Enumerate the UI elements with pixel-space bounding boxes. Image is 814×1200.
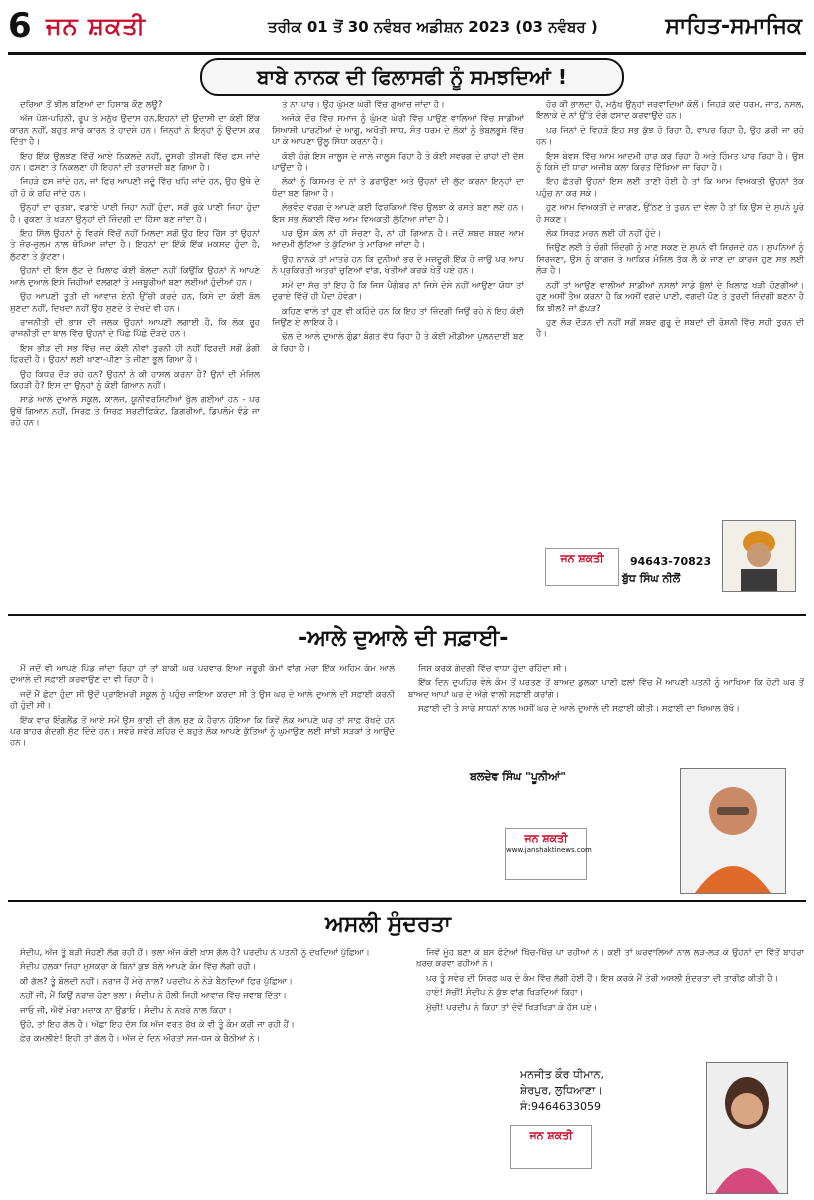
paragraph: ਹੁਣ ਲੋੜ ਦੌੜਨ ਦੀ ਨਹੀਂ ਸਗੋਂ ਸ਼ਬਦ ਗੁਰੂ ਦੇ ਸ਼ਬਦਾਂ ਦੀ ਰੋਸ਼ਨੀ ਵਿੱਚ ਸਹੀ ਤੁਰਨ ਦੀ ਹੈ।: [536, 317, 804, 340]
paragraph: ਹੁਣ ਆਮ ਵਿਅਕਤੀ ਦੇ ਜਾਗਣ, ਉੱਠਣ ਤੇ ਤੁਰਨ ਦਾ ਵੇਲਾ ਹੈ ਤਾਂ ਕਿ ਉਸ ਦੇ ਸੁਪਨੇ ਪੂਰੇ ਹੋ ਸਕਣ।: [536, 203, 804, 225]
article2-author: ਬਲਦੇਵ ਸਿੰਘ "ਪੂਨੀਆਂ": [470, 770, 566, 783]
paragraph: ਜਿਸ ਕਰਕੇ ਗੰਦਗੀ ਵਿੱਚ ਵਾਧਾ ਹੁੰਦਾ ਰਹਿੰਦਾ ਸੀ।: [418, 664, 568, 674]
article3-column-1: [10, 948, 406, 1193]
ad-brand-3: ਜਨ ਸ਼ਕਤੀ: [529, 1129, 573, 1142]
masthead: [8, 6, 806, 55]
paragraph: ਜਿਵੇਂ ਮੂੰਹ ਬਣਾ ਕੇ ਬਸ ਫੋਟੋਆਂ ਖਿੱਚ-ਖਿੱਚ ਪਾ ਰਹੀਆਂ ਨੇ। ਕਈ ਤਾਂ ਘਰਵਾਲਿਆਂ ਨਾਲ ਲੜ-ਲੜ ਕੇ ਉਹਨਾਂ ਦਾ ਵਿੱਤੋਂ ਬਾਹਰਾ ਖ਼ਰਚ ਕਰਵਾ ਰਹੀਆਂ ਨੇ।: [416, 948, 804, 970]
paragraph: ਇਹ ਸਿੱਲ ਉਹਨਾਂ ਨੂੰ ਵਿਰਸੇ ਵਿੱਚੋਂ ਨਹੀਂ ਮਿਲਦਾ ਸਗੋਂ ਉਹ ਇਹ ਰਿੱਸ ਤਾਂ ਉਹਨਾਂ ਤੇ ਜ਼ੋਰ-ਜ਼ੁਲਮ ਨਾਲ ਥੋਪਿਆ ਜਾਂਦਾ ਹੈ। ਇਹਨਾਂ ਦਾ ਇੱਕੋ ਇੱਕ ਮਕਸਦ ਹੁੰਦਾ ਹੈ, ਲੁੱਟਣਾ ਤੇ ਕੁੱਟਣਾ।: [10, 229, 260, 262]
author1-photo: [722, 520, 796, 592]
paragraph: ਸਫ਼ਾਈ ਦੀ ਤੇ ਸਾਰੇ ਸਾਧਨਾਂ ਨਾਲ ਅਸੀਂ ਘਰ ਦੇ ਆਲੇ ਦੁਆਲੇ ਦੀ ਸਫ਼ਾਈ ਕੀਤੀ। ਸਫ਼ਾਈ ਦਾ ਖਿਆਲ ਰੱਖੋ।: [418, 704, 740, 715]
paragraph: ਜਾਓ ਜੀ, ਐਵੇਂ ਮੇਰਾ ਮਜ਼ਾਕ ਨਾ ਉਡਾਓ। ਸੰਦੀਪ ਨੇ ਨਖ਼ਰੇ ਨਾਲ ਕਿਹਾ।: [20, 1005, 232, 1016]
paragraph: ਜਿਹੜੇ ਫਸ ਜਾਂਦੇ ਹਨ, ਜਾਂ ਫਿਰ ਆਪਣੀ ਜਦੂੰ ਵਿੱਚ ਖਹਿ ਜਾਂਦੇ ਹਨ, ਉਹ ਉਥੇ ਦੇ ਹੀ ਹੋ ਕੇ ਰਹਿ ਜਾਂਦੇ ਹਨ।: [10, 177, 260, 199]
article2-headline: -ਆਲੇ ਦੁਆਲੇ ਦੀ ਸਫ਼ਾਈ-: [298, 626, 509, 651]
article1-author: ਬੁੱਧ ਸਿੰਘ ਨੀਲੋਂ: [622, 572, 681, 585]
paragraph: ਉਨ੍ਹਾਂ ਦਾ ਰੁਤਬਾ, ਵਡਾਏ ਪਾਈ ਜਿਹਾ ਨਹੀਂ ਹੁੰਦਾ, ਸਗੋਂ ਰੁਕੇ ਪਾਣੀ ਜਿਹਾ ਹੁੰਦਾ ਹੈ। ਰੁਕਣਾ ਤੇ ਖੜਨਾ ਉਨ੍ਹਾਂ ਦੀ ਜ਼ਿੰਦਗੀ ਦਾ ਹਿੱਸਾ ਬਣ ਜਾਂਦਾ ਹੈ।: [10, 203, 260, 225]
paragraph: ਹੋਰ ਕੀ ਭਾਲਦਾ ਹੈ, ਮਨੁੱਖ ਉਨ੍ਹਾਂ ਜਰਵਾਦਿਆਂ ਕੋਲੋਂ। ਜਿਹੜੇ ਕਦੇ ਧਰਮ, ਜਾਤ, ਨਸਲ, ਇਲਾਕੇ ਦੇ ਨਾਂ ਉੱਤੇ ਦੰਗੇ ਫਸਾਦ ਕਰਵਾਉਂਦੇ ਹਨ।: [536, 100, 804, 122]
paragraph: ਲੋਕ ਸਿਰਫ਼ ਮਰਨ ਲਈ ਹੀ ਨਹੀਂ ਹੁੰਦੇ।: [546, 229, 662, 240]
paragraph: ਉਹਨਾਂ ਦੀ ਇਸ ਲੁੱਟ ਦੇ ਖਿਲਾਫ ਕੋਈ ਬੋਲਦਾ ਨਹੀਂ ਕਿਉਂਕਿ ਉਹਨਾਂ ਨੇ ਆਪਣੇ ਆਲੇ ਦੁਆਲੇ ਇਸੇ ਜਿਹੀਆਂ ਵਲਗਣਾਂ ਤੇ ਮਜ਼ਬੂਰੀਆਂ ਬਣਾ ਲਈਆਂ ਹੁੰਦੀਆਂ ਹਨ।: [10, 266, 260, 288]
newspaper-ad-box: [545, 548, 619, 586]
newspaper-logo: ਜਨ ਸ਼ਕਤੀ: [46, 12, 146, 40]
article1-headline: ਬਾਬੇ ਨਾਨਕ ਦੀ ਫਿਲਾਸਫੀ ਨੂੰ ਸਮਝਦਿਆਂ !: [200, 58, 624, 96]
newspaper-ad-box-3: [510, 1125, 592, 1169]
paragraph: ਉਹੋ, ਤਾਂ ਇਹ ਗੱਲ ਹੈ। ਅੱਛਾ ਇਹ ਦੱਸ ਕਿ ਅੱਜ ਵਰਤ ਰੱਖ ਕੇ ਵੀ ਤੂੰ ਕੰਮ ਕਰੀ ਜਾ ਰਹੀ ਹੈਂ।: [20, 1020, 295, 1031]
paragraph: ਪਰ ਤੂੰ ਸਵੇਰ ਦੀ ਸਿਰਫ਼ ਘਰ ਦੇ ਕੰਮ ਵਿੱਚ ਲੱਗੀ ਹੋਈ ਹੈਂ। ਇਸ ਕਰਕੇ ਮੈਂ ਤੇਰੀ ਅਸਲੀ ਸੁੰਦਰਤਾ ਦੀ ਤਾਰੀਫ਼ ਕੀਤੀ ਹੈ।: [426, 973, 779, 984]
paragraph: ਸੰਦੀਪ, ਅੱਜ ਤੂੰ ਬੜੀ ਸੋਹਣੀ ਲੱਗ ਰਹੀ ਹੈਂ। ਭਲਾ ਅੱਜ ਕੋਈ ਖ਼ਾਸ ਗੱਲ ਹੈ? ਪਰਦੀਪ ਨੇ ਪਤਨੀ ਨੂੰ ਦੇਖਦਿਆਂ ਪੁੱਛਿਆ।: [20, 948, 370, 958]
article3-author-phone: ਸੰ:9464633059: [520, 1100, 602, 1113]
paragraph: ਸਮੇਂ ਦਾ ਸੱਚ ਤਾਂ ਇਹ ਹੈ ਕਿ ਜਿਸ ਪੈਗੰਬਰ ਨਾਂ ਜਿਸੇ ਦੋਸੇ ਨਹੀਂ ਆਉਣਾ ਯੋਧਾ ਤਾਂ ਦੁਰਾਏ ਵਿੱਚੋਂ ਹੀ ਪੈਦਾ ਹੋਵੇਗਾ।: [272, 280, 524, 303]
paragraph: ਦਰਿਆ ਤੋਂ ਝੀਲ ਬਣਿਆਂ ਦਾ ਹਿਸਾਬ ਕੌਣ ਲਊ?: [20, 100, 163, 110]
dateline: ਤਰੀਕ 01 ਤੋਂ 30 ਨਵੰਬਰ ਅਡੀਸ਼ਨ 2023 (03 ਨਵੰਬਰ ): [268, 18, 598, 36]
paragraph: ਲੋਭਵੰਦ ਵਰਗ ਦੇ ਆਪਣੇ ਕਈ ਫਿਰਕਿਆਂ ਵਿੱਚ ਉਲਝਾ ਕੇ ਰਸਤੇ ਬਣਾ ਲਏ ਹਨ। ਇਸ ਸਭ ਲੋਕਾਈ ਵਿੱਚ ਆਮ ਵਿਅਕਤੀ ਲੁੱਟਿਆ ਜਾਂਦਾ ਹੈ।: [272, 203, 524, 225]
article2-column-2: [408, 664, 804, 744]
paragraph: ਕਹਿਣ ਵਾਲੇ ਤਾਂ ਹੁਣ ਵੀ ਕਹਿੰਦੇ ਹਨ ਕਿ ਇਹ ਤਾਂ ਜ਼ਿੰਦਗੀ ਜਿਉਂ ਰਹੇ ਨੇ ਇਹ ਕੋਈ ਜਿਉਂਣ ਏ ਲਾਇਕ ਹੈ।: [272, 306, 524, 328]
paragraph: ਜਦੋਂ ਮੈਂ ਛੋਟਾ ਹੁੰਦਾ ਸੀ ਉਦੋਂ ਪ੍ਰਾਇਮਰੀ ਸਕੂਲ ਨੂੰ ਪਹੁੰਚ ਜਾਇਆ ਕਰਦਾ ਸੀ ਤੇ ਉਸ ਘਰ ਦੇ ਆਲੇ ਦੁਆਲੇ ਦੀ ਸਫ਼ਾਈ ਕਰਨੀ ਹੀ ਹੁੰਦੀ ਸੀ।: [10, 689, 395, 712]
paragraph: ਇਹ ਇੱਕ ਉਲਝਣ ਵਿੱਚੋਂ ਆਏ ਨਿਕਲਦੇ ਨਹੀਂ, ਦੂਸਰੀ ਤੀਸਰੀ ਵਿੱਚ ਫਸ ਜਾਂਦੇ ਹਨ। ਫਸਣਾ ਤੇ ਨਿਕਲਣਾ ਹੀ ਇਹਨਾਂ ਦੀ ਤਰਾਸਦੀ ਬਣ ਗਿਆ ਹੈ।: [10, 151, 260, 174]
paragraph: ਇਸ ਬੇਵਸ ਵਿੱਚ ਆਮ ਆਦਮੀ ਹਾਰ ਕਰ ਰਿਹਾ ਹੈ ਅਤੇ ਹਿੰਮਤ ਪਾਰ ਰਿਹਾ ਹੈ। ਉਸ ਨੂੰ ਕਿਸੇ ਦੀ ਧਾਰਾ ਅਜੀਬ ਕਲਾ ਕਿਰਤ ਦਿੱਖਿਆ ਜਾ ਰਿਹਾ ਹੈ।: [536, 151, 804, 174]
paragraph: ਫ਼ੇਰ ਕਮਲੀਏ! ਇਹੀ ਤਾਂ ਗੱਲ ਹੈ। ਅੱਜ ਦੇ ਦਿਨ ਔਰਤਾਂ ਸਜ-ਧਜ ਕੇ ਬੈਠੀਆਂ ਨੇ।: [20, 1034, 261, 1045]
paragraph: ਨਹੀਂ ਜੀ, ਮੈਂ ਕਿਉਂ ਨਰਾਜ਼ ਹੋਣਾ ਭਲਾ। ਸੰਦੀਪ ਨੇ ਹੌਲੀ ਜਿਹੀ ਆਵਾਜ਼ ਵਿੱਚ ਜਵਾਬ ਦਿੱਤਾ।: [20, 991, 287, 1002]
person-photo-icon: [723, 521, 795, 591]
paragraph: ਇੱਕ ਦਿਨ ਦੁਪਹਿਰ ਵੇਲੇ ਕੰਮ ਤੋਂ ਪਰਤਣ ਤੋਂ ਬਾਅਦ ਡੁਲਕਾ ਪਾਣੀ ਫਲਾਂ ਵਿੱਚ ਮੈਂ ਆਪਣੀ ਪਤਨੀ ਨੂੰ ਆਖਿਆ ਕਿ ਹੋਟੀ ਘਰ ਤੋਂ ਬਾਅਦ ਆਪਾਂ ਘਰ ਦੇ ਅੱਗੇ ਵਾਲੀ ਸਫ਼ਾਈ ਕਰਾਂਗੇ।: [408, 678, 804, 700]
newspaper-ad-box-2: [505, 828, 592, 880]
paragraph: ਉਹ ਨਾਨਕੇ ਤਾਂ ਮਾਤਰੇ ਹਨ ਕਿ ਦੁਨੀਆਂ ਭਰ ਦੇ ਮਜ਼ਦੂਰੀ ਇੱਕ ਹੋ ਜਾਉ ਪਰ ਆਪ ਨੇ ਪ੍ਰਕਿਰਤੀ ਅਤਰਾਂ ਚੁਣਿਆਂ ਵਾਂਗ, ਖੇਤੀਆਂ ਕਰਕੇ ਖ਼ੇਤੋਂ ਪਏ ਹਨ।: [272, 254, 524, 277]
paragraph: ਕੋਈ ਹੰਗੇ ਇਸ ਜਾਲੂਸ ਦੇ ਜਾਲੇ ਜਾਲੂਸ ਰਿਹਾ ਹੈ ਤੇ ਕੋਈ ਸਵਰਗ ਦੇ ਰਾਹਾਂ ਦੀ ਦੱਸ ਪਾਉਂਦਾ ਹੈ।: [272, 151, 524, 174]
paragraph: ਉਹ ਆਪਣੀ ਤੂਤੀ ਦੀ ਆਵਾਜ਼ ਏਨੀ ਉੱਚੀ ਕਰਦੇ ਹਨ, ਕਿਸੇ ਦਾ ਕੋਈ ਬੋਲ ਸੁਣਦਾ ਨਹੀਂ, ਦਿਖਦਾ ਨਹੀਂ ਉਹ ਸੁਣਦੇ ਤੇ ਦੇਖਦੇ ਵੀ ਹਨ।: [10, 292, 260, 314]
article1-column-3: [536, 100, 804, 510]
ad-brand: ਜਨ ਸ਼ਕਤੀ: [560, 552, 604, 565]
paragraph: ਪਰ ਉਸ ਕੋਲ ਨਾਂ ਹੀ ਸੋਚਣਾ ਹੈ, ਨਾਂ ਹੀ ਗਿਆਨ ਹੈ। ਜਦੋਂ ਸ਼ਬਦ ਸ਼ਬਦ ਆਮ ਆਦਮੀ ਲੁੱਟਿਆ ਤੇ ਕੁੱਟਿਆ ਤੇ ਮਾਰਿਆ ਜਾਂਦਾ ਹੈ।: [272, 229, 524, 251]
paragraph: ਅਜੋਕੇ ਦੌਰ ਵਿੱਚ ਸਮਾਜ ਨੂੰ ਘੁੰਮਣ ਘੇਰੀ ਵਿੱਚ ਪਾਉਣ ਵਾਲਿਆਂ ਵਿੱਚ ਸਾਡੀਆਂ ਸਿਆਸੀ ਪਾਰਟੀਆਂ ਦੇ ਆਗੂ, ਅਖੌਤੀ ਸਾਧ, ਸੰਤ ਧਰਮ ਦੇ ਲੋਕਾਂ ਨੂੰ ਭੰਬਲਭੂਸੇ ਵਿੱਚ ਪਾ ਕੇ ਆਪਣਾ ਉਲੂ ਸਿੱਧਾ ਕਰਨਾ ਹੈ।: [272, 114, 524, 148]
ad-brand-2: ਜਨ ਸ਼ਕਤੀ: [524, 832, 568, 845]
article3-author-name: ਮਨਜੀਤ ਕੌਰ ਧੀਮਾਨ,: [520, 1068, 604, 1081]
article1-column-2: [272, 100, 524, 605]
author2-photo: [680, 768, 786, 894]
paragraph: ਲੋਕਾਂ ਨੂੰ ਕਿਸਮਤ ਦੇ ਨਾਂ ਤੇ ਡਰਾਉਣਾ ਅਤੇ ਉਹਨਾਂ ਦੀ ਲੁੱਟ ਕਰਨਾ ਇਨ੍ਹਾਂ ਦਾ ਧੰਦਾ ਬਣ ਗਿਆ ਹੈ।: [272, 177, 524, 199]
paragraph: ਪਰ ਜਿਨਾਂ ਦੇ ਵਿਹੜੇ ਇਹ ਸਭ ਕੁੱਝ ਹੋ ਰਿਹਾ ਹੈ, ਵਾਪਰ ਰਿਹਾ ਹੈ, ਉਹ ਡਰੀ ਜਾ ਰਹੇ ਹਨ।: [536, 125, 804, 148]
paragraph: ਨਹੀਂ ਤਾਂ ਆਉਣ ਵਾਲੀਆਂ ਸਾਡੀਆਂ ਨਸਲਾਂ ਸਾਡੇ ਬੁੱਲਾਂ ਦੇ ਖਿਲਾਫ਼ ਖੜੀ ਹੋਣਗੀਆਂ। ਹੁਣ ਅਸੀਂ ਤੈਅ ਕਰਨਾ ਹੈ ਕਿ ਅਸੀਂ ਵਗਦੇ ਪਾਣੀ, ਵਗਦੀ ਪੌਣ ਤੇ ਤੁਰਦੀ ਜ਼ਿੰਦਗੀ ਬਣਨਾ ਹੈ ਕਿ ਝੀਲ? ਜਾਂ ਛੱਪੜ?: [536, 280, 804, 314]
paragraph: ਇੱਕ ਵਾਰ ਇੰਗਲੈਂਡ ਤੋਂ ਆਏ ਸਮੇਂ ਉਸ ਭਾਈ ਦੀ ਗੱਲ ਸੁਣ ਕੇ ਹੈਰਾਨ ਹੋਇਆ ਕਿ ਕਿਵੇਂ ਲੋਕ ਆਪਣੇ ਘਰ ਤਾਂ ਸਾਫ਼ ਰੱਖਦੇ ਹਨ ਪਰ ਬਾਹਰ ਗੰਦਗੀ ਸੁੱਟ ਦਿੰਦੇ ਹਨ। ਸਵੇਰੇ ਸਵੇਰੇ ਸ਼ਹਿਰ ਦੇ ਬਹੁਤੇ ਲੋਕ ਆਪਣੇ ਕੁੱਤਿਆਂ ਨੂੰ ਘੁਮਾਉਣ ਲਈ ਸਾਂਝੀ ਸੜਕਾਂ ਤੇ ਆਉਂਦੇ ਹਨ।: [10, 715, 395, 749]
paragraph: ਉਹ ਕਿਧਰ ਦੌੜ ਰਹੇ ਹਨ? ਉਹਨਾਂ ਨੇ ਕੀ ਹਾਸਲ ਕਰਨਾ ਹੈ? ਉਨਾਂ ਦੀ ਮੰਜ਼ਿਲ ਕਿਹੜੀ ਹੈ? ਇਸ ਦਾ ਉਨ੍ਹਾਂ ਨੂੰ ਕੋਈ ਗਿਆਨ ਨਹੀਂ।: [10, 369, 260, 391]
article3-author-place: ਸ਼ੇਰਪੁਰ, ਲੁਧਿਆਣਾ।: [520, 1084, 603, 1097]
person-photo-icon: [707, 1063, 787, 1193]
ad-site-2: www.janshaktinews.com: [506, 846, 592, 854]
paragraph: ਢੋਲ ਦੇ ਆਲੇ ਦੁਆਲੇ ਗੁੰਡਾ ਬੰਗਤ ਵੱਧ ਰਿਹਾ ਹੈ ਤੇ ਕੋਈ ਮੀਡੀਆ ਪੁਲਨਦਾਈ ਬਣ ਕੇ ਰਿਹਾ ਹੈ।: [272, 332, 524, 354]
author3-photo: [706, 1062, 788, 1194]
paragraph: ਅੱਜ ਪੋਸ਼-ਪਹਿਨੀ, ਰੂਪ ਤੇ ਮਨੁੱਖ ਉਦਾਸ ਹਨ,ਇਹਨਾਂ ਦੀ ਉਦਾਸੀ ਦਾ ਕੋਈ ਇੱਕ ਕਾਰਨ ਨਹੀਂ, ਬਹੁਤ ਸਾਰੇ ਕਾਰਨ ਤੇ ਹਾਦਸੇ ਹਨ। ਜਿਨ੍ਹਾਂ ਨੇ ਇਨ੍ਹਾਂ ਨੂੰ ਉਦਾਸ ਕਰ ਦਿੱਤਾ ਹੈ।: [10, 114, 260, 148]
article1-column-1: [10, 100, 260, 605]
person-photo-icon: [681, 769, 785, 893]
paragraph: ਤੇ ਨਾ ਪਾਰ। ਉਹ ਘੁੰਮਣ ਘੇਰੀ ਵਿੱਚ ਗੁਆਚ ਜਾਂਦਾ ਹੈ।: [282, 100, 445, 110]
paragraph: ਸਾਡੇ ਆਲੇ ਦੁਆਲੇ ਸਕੂਲ, ਕਾਲਜ, ਯੂਨੀਵਰਸਿਟੀਆਂ ਖੁੱਲ ਗਈਆਂ ਹਨ - ਪਰ ਉਥੋਂ ਗਿਆਨ ਨਹੀਂ, ਸਿਰਫ਼ ਤੇ ਸਿਰਫ਼ ਸਰਟੀਫਿਕੇਟ, ਡਿਗਰੀਆਂ, ਡਿਪਲੋਮੇ ਵੰਡੇ ਜਾ ਰਹੇ ਹਨ।: [10, 395, 260, 429]
paragraph: ਮੈਂ ਜਦੋਂ ਵੀ ਆਪਣੇ ਪਿੰਡ ਜਾਂਦਾ ਰਿਹਾ ਹਾਂ ਤਾਂ ਬਾਕੀ ਘਰ ਪਰਵਾਰ ਇਆ ਜਰੂਰੀ ਕੰਮਾਂ ਵਾਂਗ ਮੇਰਾ ਇੱਕ ਅਹਿਮ ਕੰਮ ਆਲੇ ਦੁਆਲੇ ਦੀ ਸਫ਼ਾਈ ਕਰਵਾਉਣ ਦਾ ਵੀ ਰਿਹਾ ਹੈ।: [10, 664, 395, 686]
article1-phone: 94643-70823: [630, 555, 712, 568]
paragraph: ਸੰਦੀਪ ਹਲਕਾ ਜਿਹਾ ਮੁਸਕਰਾ ਕੇ ਬਿਨਾਂ ਕੁਝ ਬੋਲੇ ਆਪਣੇ ਕੰਮ ਵਿੱਚ ਲੱਗੀ ਰਹੀ।: [20, 962, 257, 973]
paragraph: ਕੀ ਗੱਲ? ਤੂੰ ਬੋਲਦੀ ਨਹੀਂ। ਨਰਾਜ਼ ਹੈਂ ਮੇਰੇ ਨਾਲ? ਪਰਦੀਪ ਨੇ ਨੇੜੇ ਬੈਠਦਿਆਂ ਫਿਰ ਪੁੱਛਿਆ।: [20, 976, 293, 987]
paragraph: ਮੁੱਚੀ! ਪਰਦੀਪ ਨੇ ਕਿਹਾ ਤਾਂ ਦੋਵੇਂ ਖਿੜਖਿੜਾ ਕੇ ਹੱਸ ਪਏ।: [426, 1002, 598, 1013]
article3-column-2: [416, 948, 804, 1030]
article3-headline: ਅਸਲੀ ਸੁੰਦਰਤਾ: [325, 912, 451, 937]
article2-column-1: [10, 664, 395, 894]
paragraph: ਇਹ ਛੱਤਰੀ ਉਹਨਾਂ ਇਸ ਲਈ ਤਾਣੀ ਹੋਈ ਹੈ ਤਾਂ ਕਿ ਆਮ ਵਿਅਕਤੀ ਉਹਨਾਂ ਤੱਕ ਪਹੁੰਚ ਨਾ ਕਰ ਸਕੇ।: [536, 177, 804, 199]
paragraph: ਹਾਏ! ਸੱਚੀਂ! ਸੰਦੀਪ ਨੇ ਕੁੱਝ ਵਾਂਗ ਖਿੜਦਿਆਂ ਕਿਹਾ।: [426, 988, 584, 999]
paragraph: ਇਸ ਭੀੜ ਦੀ ਸਭ ਵਿੱਚ ਜਦ ਕੋਈ ਨੀਵਾਂ ਤੁਰਨੀ ਹੀ ਨਹੀਂ ਫਿਰਦੀ ਸਗੋਂ ਡੰਗੀ ਫਿਰਦੀ ਹੈ। ਉਹਨਾਂ ਲਈ ਖਾਣਾ-ਪੀਣਾ ਤੇ ਜੀਣਾ ਭੂਲ ਗਿਆ ਹੈ।: [10, 343, 260, 366]
section-title: ਸਾਹਿਤ-ਸਮਾਜਿਕ: [665, 14, 802, 39]
paragraph: ਰਾਜਨੀਤੀ ਦੀ ਭਾਸ਼ ਦੀ ਜਲਕ ਉਹਨਾਂ ਆਪਣੀ ਲਗਾਈ ਹੈ, ਕਿ ਲੋਕ ਰੂਹ ਰਾਜਨੀਤੀ ਦਾ ਬਾਲ ਵਿੱਚ ਉਹਨਾਂ ਦੇ ਪਿੱਛੇ ਪਿੱਛੇ ਦੌੜਦੇ ਹਨ।: [10, 317, 260, 340]
paragraph: ਜਿਉਣ ਲਈ ਤੇ ਚੰਗੀ ਜ਼ਿੰਦਗੀ ਨੂੰ ਮਾਣ ਸਕਣ ਦੇ ਸੁਪਨੇ ਵੀ ਸਿਰਜਦੇ ਹਨ। ਸੁਪਨਿਆਂ ਨੂੰ ਸਿਰਜਣਾ, ਉਸ ਨੂੰ ਕਾਗਜ਼ ਤੇ ਆਕਿਰ ਮੰਜ਼ਿਲ ਤੱਕ ਲੈ ਕੇ ਜਾਣ ਦਾ ਕਾਰਜ ਹੁਣ ਸਭ ਲਈ ਲੋੜ ਹੈ।: [536, 243, 804, 277]
page-number: 6: [8, 6, 32, 46]
